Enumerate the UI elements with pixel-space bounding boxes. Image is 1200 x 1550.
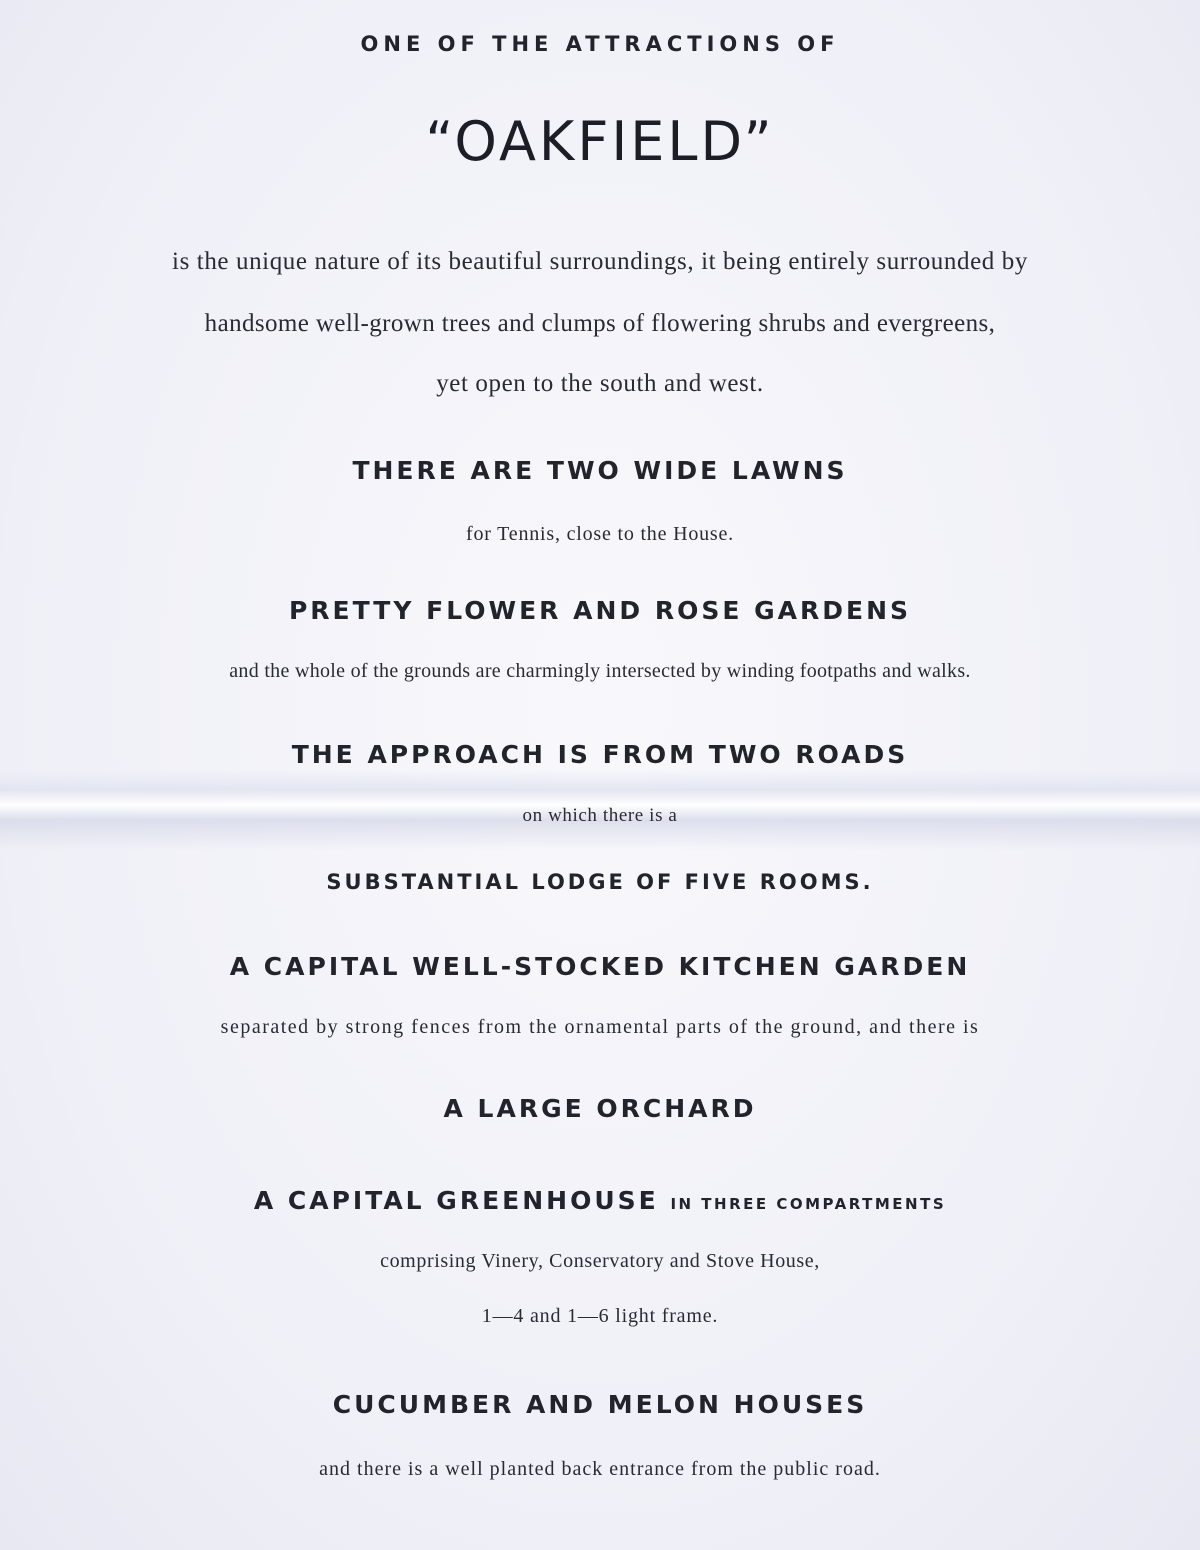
page-title: “OAKFIELD” [425, 110, 775, 173]
greenhouse-text: comprising Vinery, Conservatory and Stove House, [380, 1250, 820, 1272]
frames-text: 1—4 and 1—6 light frame. [481, 1305, 719, 1327]
orchard-heading: A LARGE ORCHARD [443, 1094, 757, 1123]
kitchen-garden-text: separated by strong fences from the ornamental parts of the ground, and there is [220, 1016, 980, 1038]
lawns-heading: THERE ARE TWO WIDE LAWNS [352, 456, 848, 485]
approach-heading: THE APPROACH IS FROM TWO ROADS [291, 740, 909, 769]
lodge-heading: SUBSTANTIAL LODGE OF FIVE ROOMS. [326, 870, 874, 894]
lawns-text: for Tennis, close to the House. [466, 523, 734, 545]
description-line-1: is the unique nature of its beautiful surroundings, it being entirely surrounded by [172, 248, 1028, 275]
cucumber-heading: CUCUMBER AND MELON HOUSES [332, 1390, 868, 1419]
greenhouse-heading-small: IN THREE COMPARTMENTS [670, 1195, 947, 1213]
approach-text: on which there is a [522, 805, 678, 826]
gardens-text: and the whole of the grounds are charmingly intersected by winding footpaths and walks. [229, 660, 971, 682]
cucumber-text: and there is a well planted back entrance from the public road. [319, 1458, 881, 1480]
kitchen-garden-heading: A CAPITAL WELL-STOCKED KITCHEN GARDEN [229, 952, 971, 981]
description-line-2: handsome well-grown trees and clumps of flowering shrubs and evergreens, [204, 310, 996, 337]
description-line-3: yet open to the south and west. [436, 370, 764, 397]
gardens-heading: PRETTY FLOWER AND ROSE GARDENS [288, 596, 911, 625]
greenhouse-heading [0, 1186, 1200, 1215]
greenhouse-heading-main: A CAPITAL GREENHOUSE [253, 1186, 659, 1215]
intro-heading: ONE OF THE ATTRACTIONS OF [360, 32, 840, 56]
